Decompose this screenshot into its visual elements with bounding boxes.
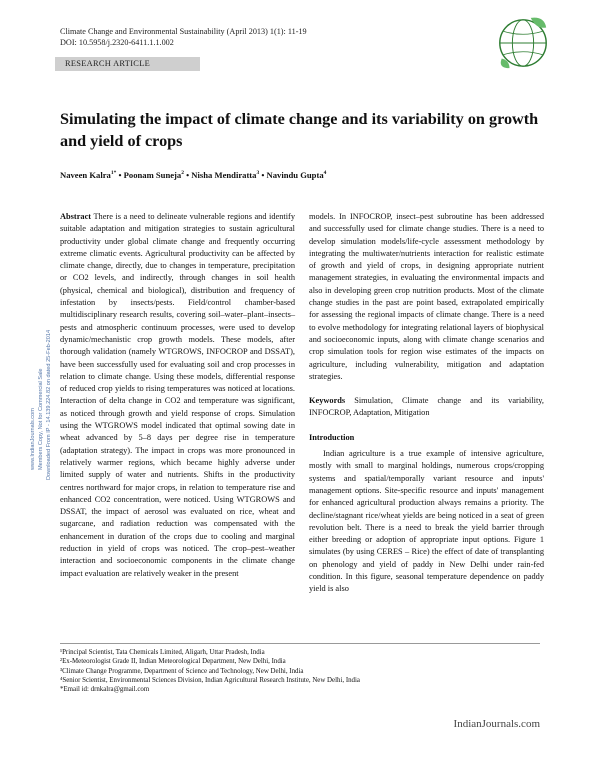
introduction-text: Indian agriculture is a true example of intensive agriculture, mostly with small to marginal holdings, numerous crops/cropping systems and spatial/temporally variant resource and inputs' management options. Site-specific resource and inputs' management for enhanced agricultural production always remains a priority. The decline/stagnant rice/wheat yields are being noticed in a seat of green revolution belt. There is a need to break the yield barrier through either breeding or adoption of appropriate input options. Figure 1 simulates (by using CERES – Rice) the effect of date of transplanting on phenology and yield of paddy in New Delhi under rain-fed condition. In this figure, seasonal temperature dependence on paddy yield is also [309, 449, 544, 594]
author-affiliation-mark: 1* [110, 170, 117, 177]
footnote-email: *Email id: drnkalra@gmail.com [60, 686, 150, 694]
author-separator: • [261, 170, 265, 180]
globe-leaf-logo-icon [494, 14, 552, 72]
article-type-badge: RESEARCH ARTICLE [55, 57, 200, 71]
author-affiliation-mark: 3 [256, 170, 260, 177]
author-name: Nisha Mendiratta [191, 170, 257, 180]
publisher-logo-text[interactable]: IndianJournals.com [453, 718, 540, 730]
journal-name-line: Climate Change and Environmental Sustainability (April 2013) 1(1): 11-19 [60, 27, 307, 36]
journal-citation [60, 26, 307, 48]
author-name: Naveen Kalra [60, 170, 111, 180]
abstract-column [60, 211, 295, 580]
sidebar-copy-text: Members Copy, Not for Commercial Sale [38, 368, 44, 470]
author-name: Poonam Suneja [123, 170, 182, 180]
author-name: Navindu Gupta [266, 170, 324, 180]
author-separator: • [118, 170, 122, 180]
abstract-paragraph [60, 211, 295, 580]
keywords-paragraph [309, 395, 544, 420]
author-separator: • [186, 170, 190, 180]
author-list [60, 170, 326, 180]
abstract-continued: models. In INFOCROP, insect–pest subroutine has been addressed and successfully used for climate change studies. There is a need to develop simulation models/life-cycle assessment methodology by integrating the multiwater/nutrients interaction for realistic estimate of growth and yield of crops, in designing appropriate nutrient management strategies, in evaluating the environmental impacts and also in developing green crop nutrition products. Most of the climate change studies in the past are point based, extrapolated empirically for assessing the regional impacts of climate change. There is a need to evolve methodology for integrating relational layers of biophysical and socioeconomic inputs, along with climate change scenarios and crop simulation tools for region wise estimates of the impacts on agriculture, including vulnerability, mitigation and adaptation strategies. [309, 212, 544, 381]
sidebar-site-text: www.IndianJournals.com [30, 408, 36, 470]
footnote: ²Ex-Meteorologist Grade II, Indian Meteorological Department, New Delhi, India [60, 658, 286, 666]
keywords-label: Keywords [309, 396, 346, 406]
footnote: ³Climate Change Programme, Department of Science and Technology, New Delhi, India [60, 667, 304, 675]
sidebar-download-text: Downloaded From IP - 14.139.224.82 on dated 25-Feb-2014 [46, 329, 52, 480]
footnote: ⁴Senior Scientist, Environmental Sciences Division, Indian Agricultural Research Institute, New Delhi, India [60, 676, 360, 684]
abstract-text: There is a need to delineate vulnerable regions and identify suitable adaptation and mitigation strategies to sustain agricultural productivity under global climate change and frequently occurring extreme climatic events. Agricultural productivity can be affected by climate change, directly, due to changes in temperature, precipitation or CO2 levels, and indirectly, through changes in soil health (physical, chemical and biological), distribution and frequency of infestation by insects/pests. Field/control chamber-based multidisciplinary research results, covering soil–water–plant–insects–pests and atmospheric continuum processes, were used to develop dynamic/mechanistic crop growth models. These models, after thorough validation (namely WTGROWS, INFOCROP and DSSAT), have been successfully used for evaluating soil and crop processes in relation to climate change. Using these models, differential response of reduced crop yields to rising temperatures was noticed at locations. Interaction of delta change in CO2 and temperature was significant, as noticed through growth and yield response of crops. Simulation using the WTGROWS model indicated that optimal sowing date in wheat advanced by 5–8 days per degree rise in temperature (adaptation strategy). The impact in crops was more pronounced in relatively warmer regions, which became highly adverse under limited supply of water and nutrients. Shifts in the productivity centres northward for major crops, in relation to temperature rise and enhanced CO2 concentration, were noticed. Using WTGROWS and DSSAT, the impact of aerosol was evaluated on rice, wheat and sugarcane, and radiation reduction was compensated with the enhancement in duration of the crops due to cooling and marginal reduction in yield of crops was noticed. The crop–pest–weather interaction and socioeconomic components in the climate change impact evaluation are relatively weaker in the present [60, 212, 295, 578]
footnotes [60, 648, 540, 694]
footnote: ¹Principal Scientist, Tata Chemicals Limited, Aligarh, Uttar Pradesh, India [60, 649, 265, 656]
author-affiliation-mark: 2 [181, 170, 184, 177]
doi-line: DOI: 10.5958/j.2320-6411.1.1.002 [60, 38, 174, 47]
footnote-divider [60, 643, 540, 644]
article-title: Simulating the impact of climate change and its variability on growth and yield of crops [60, 110, 539, 150]
author-affiliation-mark: 4 [323, 170, 327, 177]
keywords-text: Simulation, Climate change and its variability, INFOCROP, Adaptation, Mitigation [309, 396, 544, 418]
introduction-heading: Introduction [309, 432, 355, 442]
right-column [309, 211, 544, 596]
abstract-label: Abstract [60, 212, 92, 221]
